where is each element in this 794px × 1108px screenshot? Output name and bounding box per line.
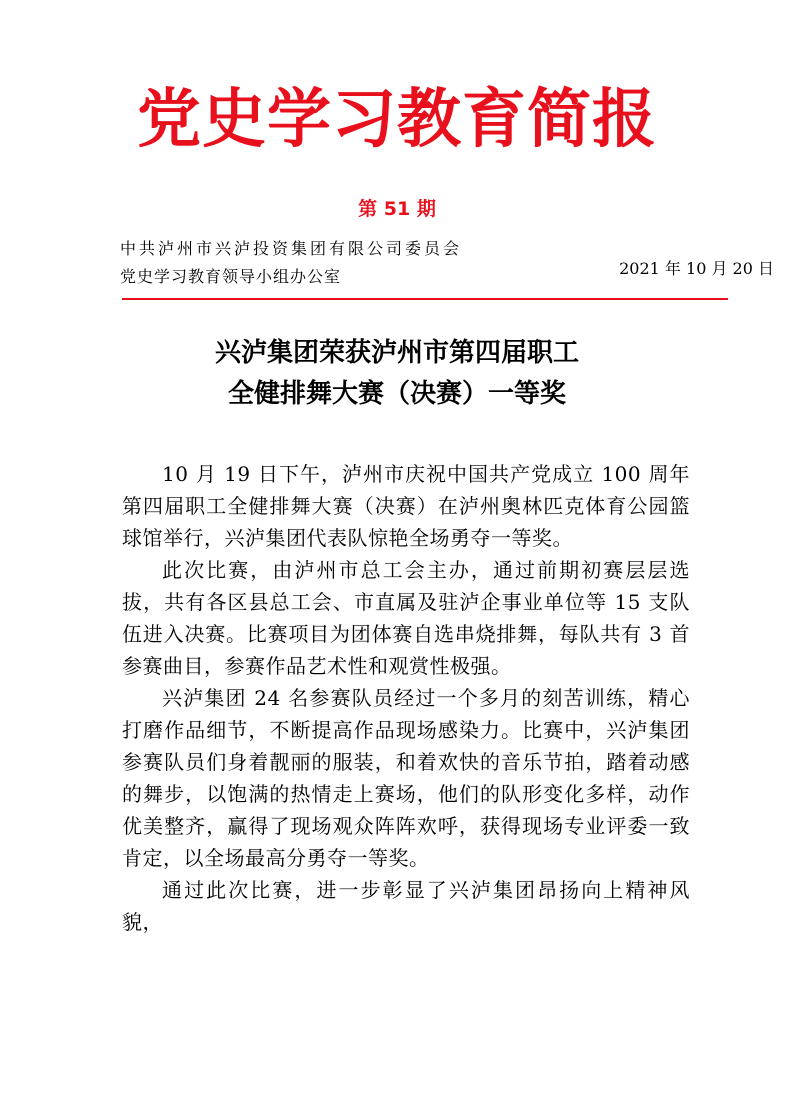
article-title-line-2: 全健排舞大赛（决赛）一等奖	[227, 379, 566, 409]
issue-number: 第 51 期	[358, 198, 436, 220]
red-divider-rule	[122, 298, 728, 300]
issue-date: 2021 年 10 月 20 日	[619, 259, 774, 278]
article-paragraph: 通过此次比赛，进一步彰显了兴泸集团昂扬向上精神风貌，	[122, 878, 690, 934]
issuer-organization: 中共泸州市兴泸投资集团有限公司委员会	[120, 239, 463, 258]
article-title-line-1: 兴泸集团荣获泸州市第四届职工	[214, 338, 579, 368]
article-body	[122, 458, 690, 938]
newsletter-masthead: 党史学习教育简报	[137, 82, 657, 157]
article-paragraph: 此次比赛，由泸州市总工会主办，通过前期初赛层层选拔，共有各区县总工会、市直属及驻泸企事业单位等 15 支队伍进入决赛。比赛项目为团体赛自选串烧排舞，每队共有 3 首参赛曲目，参赛作品艺术性和观赏性极强。	[122, 558, 690, 678]
article-paragraph: 兴泸集团 24 名参赛队员经过一个多月的刻苦训练，精心打磨作品细节，不断提高作品现场感染力。比赛中，兴泸集团参赛队员们身着靓丽的服装，和着欢快的音乐节拍，踏着动感的舞步，以饱满的热情走上赛场，他们的队形变化多样，动作优美整齐，赢得了现场观众阵阵欢呼，获得现场专业评委一致肯定，以全场最高分勇夺一等奖。	[122, 686, 690, 870]
article-paragraph: 10 月 19 日下午，泸州市庆祝中国共产党成立 100 周年第四届职工全健排舞大赛（决赛）在泸州奥林匹克体育公园篮球馆举行，兴泸集团代表队惊艳全场勇夺一等奖。	[122, 462, 690, 550]
issuer-office: 党史学习教育领导小组办公室	[120, 267, 342, 286]
